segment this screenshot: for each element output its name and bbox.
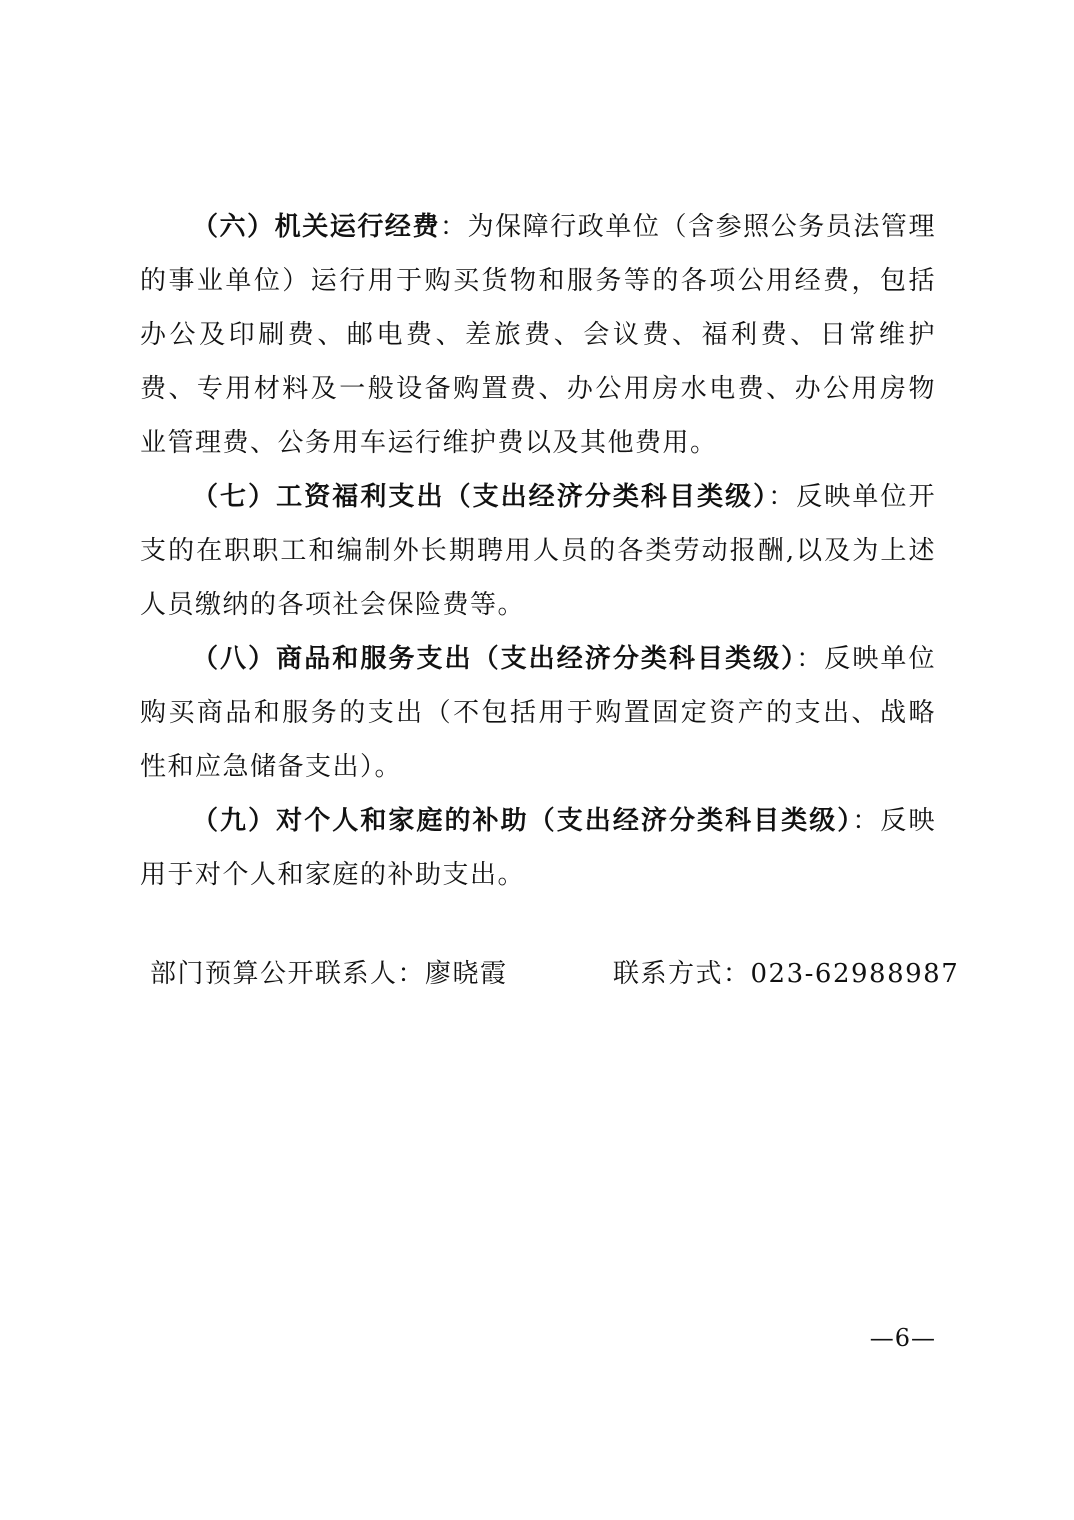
paragraph-operating-expenses [140, 200, 936, 470]
contact-line [150, 952, 960, 996]
paragraph-heading: （八）商品和服务支出（支出经济分类科目类级） [192, 644, 797, 674]
contact-phone: 联系方式：023-62988987 [613, 959, 960, 989]
paragraph-text: ：反映单位开支的在职职工和编制外长期聘用人员的各类劳动报酬,以及为上述人员缴纳的各项社会保险费等。 [140, 482, 936, 620]
paragraph-wages-welfare [140, 470, 936, 632]
page-number: —6— [869, 1324, 936, 1352]
contact-person: 部门预算公开联系人：廖晓霞 [150, 959, 508, 989]
paragraph-text: ：为保障行政单位（含参照公务员法管理的事业单位）运行用于购买货物和服务等的各项公用经费，包括办公及印刷费、邮电费、差旅费、会议费、福利费、日常维护费、专用材料及一般设备购置费、办公用房水电费、办公用房物业管理费、公务用车运行维护费以及其他费用。 [140, 212, 936, 458]
paragraph-household-subsidies [140, 794, 936, 902]
paragraph-heading: （六）机关运行经费 [192, 212, 441, 242]
paragraph-text: ：反映单位购买商品和服务的支出（不包括用于购置固定资产的支出、战略性和应急储备支出）。 [140, 644, 936, 782]
paragraph-heading: （七）工资福利支出（支出经济分类科目类级） [192, 482, 769, 512]
document-body [140, 200, 936, 902]
paragraph-heading: （九）对个人和家庭的补助（支出经济分类科目类级） [192, 806, 853, 836]
paragraph-goods-services [140, 632, 936, 794]
paragraph-text: ：反映用于对个人和家庭的补助支出。 [140, 806, 936, 890]
